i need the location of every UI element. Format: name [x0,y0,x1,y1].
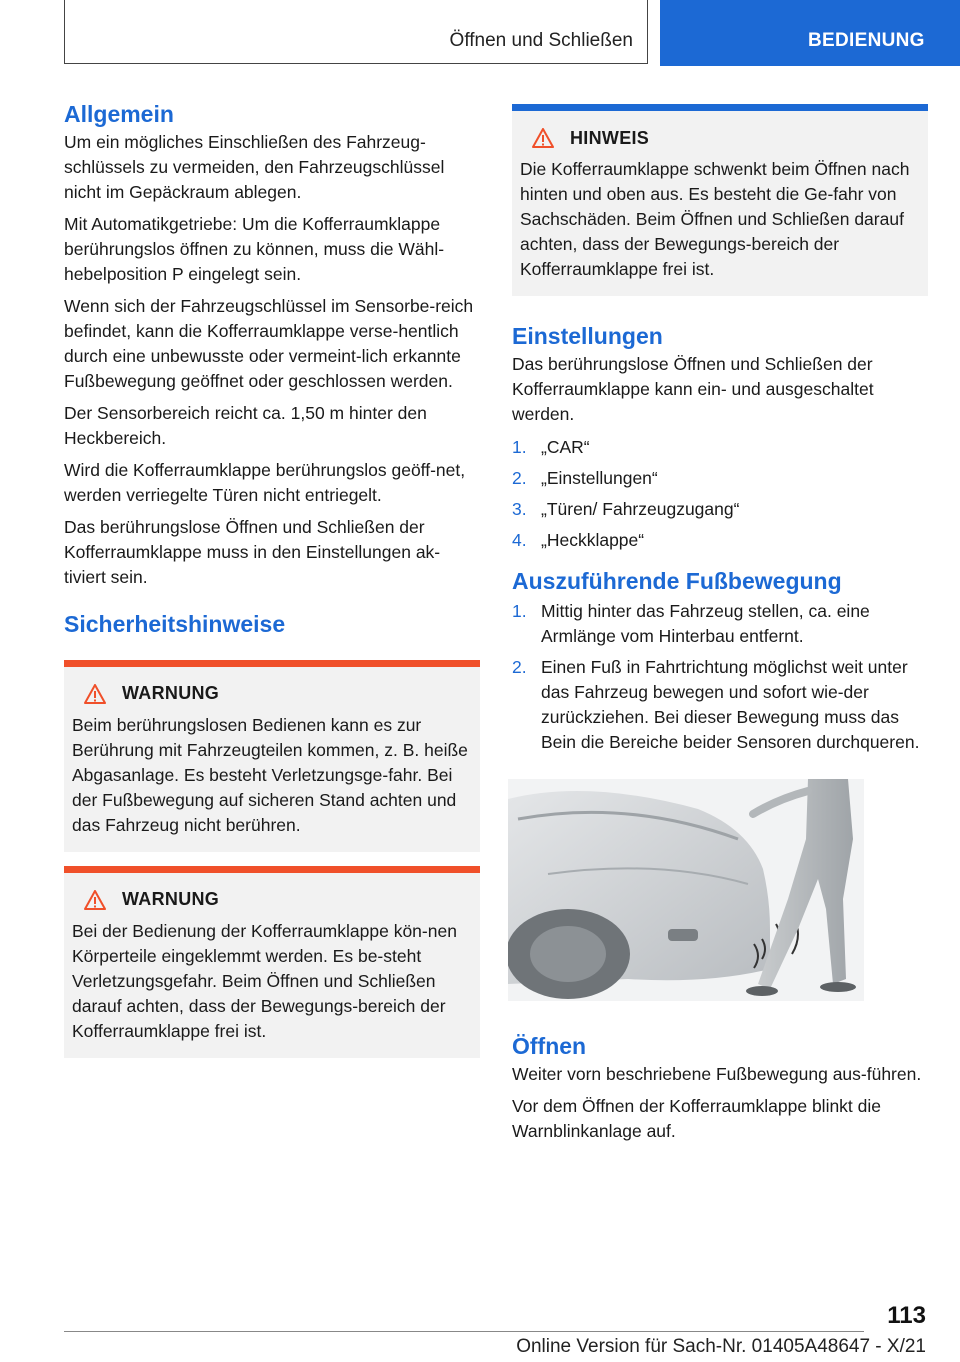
step-text: „CAR“ [541,436,590,457]
paragraph: Das berührungslose Öffnen und Schließen der Kofferraumklappe kann ein- und ausgeschaltet werden. [512,353,874,424]
footer-text: Online Version für Sach-Nr. 01405A48647 - X/21 [516,1336,926,1357]
paragraph: Um ein mögliches Einschließen des Fahrzeug-schlüssels zu vermeiden, den Fahrzeugschlüssel nicht im Gepäckraum ablegen. [64,131,445,202]
step-text: „Heckklappe“ [541,529,645,550]
paragraph: Der Sensorbereich reicht ca. 1,50 m hinter den Heckbereich. [64,402,427,448]
movement-steps [512,599,928,755]
warning-box [64,660,480,852]
warning-text: Beim berührungslosen Bedienen kann es zur Berührung mit Fahrzeugteilen kommen, z. B. heiße Abgasanlage. Es besteht Verletzungsge-fahr. Bei der Fußbewegung auf sicheren Stand achten und das Fahrzeug nicht berühren. [72,714,468,835]
list-item [512,435,928,460]
list-item [512,599,928,649]
step-number: 1. [512,600,527,621]
warning-box [64,866,480,1058]
section-tab-label: BEDIENUNG [808,30,925,51]
heading-settings: Einstellungen [512,323,663,349]
list-item [512,655,928,755]
warning-icon [84,890,106,910]
list-item [512,497,928,522]
heading-movement: Auszuführende Fußbewegung [512,567,842,594]
step-text: „Einstellungen“ [541,467,658,488]
section-tab [660,0,960,66]
warning-icon [84,684,106,704]
page-number: 113 [887,1302,926,1329]
hint-box [512,104,928,296]
warning-header [72,885,472,915]
heading-safety: Sicherheitshinweise [64,610,286,637]
step-number: 2. [512,467,527,488]
warning-text: Bei der Bedienung der Kofferraumklappe kön-nen Körperteile eingeklemmt werden. Es be-steht Verletzungsgefahr. Beim Öffnen und Schließen darauf achten, dass der Bewegungs-bereich der Kofferraumklappe frei ist. [72,920,457,1041]
paragraph: Weiter vorn beschriebene Fußbewegung aus-führen. [512,1063,922,1084]
foot-gesture-illustration [508,779,864,1001]
step-number: 4. [512,529,527,550]
paragraph: Mit Automatikgetriebe: Um die Kofferraumklappe berührungslos öffnen zu können, muss die Wähl-hebelposition P eingelegt sein. [64,213,445,284]
step-text: Einen Fuß in Fahrtrichtung möglichst weit unter das Fahrzeug bewegen und sofort wie-der zurückziehen. Bei dieser Bewegung muss das Bein die Bereiche beider Sensoren durchqueren. [541,656,920,752]
hint-header [520,123,920,153]
heading-open: Öffnen [512,1032,587,1059]
footer-divider [64,1331,864,1332]
step-number: 3. [512,498,527,519]
hint-text: Die Kofferraumklappe schwenkt beim Öffnen nach hinten und oben aus. Es besteht die Ge-fahr von Sachschäden. Beim Öffnen und Schließen darauf achten, dass der Bewegungs-bereich der Kofferraumklappe frei ist. [520,159,910,279]
hint-label: HINWEIS [570,127,650,148]
chapter-title: Öffnen und Schließen [449,30,633,51]
right-column [512,100,928,1151]
heading-allgemein: Allgemein [64,101,174,127]
settings-steps [512,435,928,553]
step-number: 2. [512,656,527,677]
page-header [0,0,960,66]
list-item [512,528,928,553]
paragraph: Wird die Kofferraumklappe berührungslos geöff-net, werden verriegelte Türen nicht entriegelt. [64,459,466,505]
paragraph: Wenn sich der Fahrzeugschlüssel im Sensorbe-reich befindet, kann die Kofferraumklappe verse-hentlich durch eine unbewusste oder vermeint-lich erkannte Fußbewegung geöffnet oder geschlossen werden. [64,295,474,391]
warning-header [72,679,472,709]
warning-label: WARNUNG [122,889,220,910]
list-item [512,466,928,491]
paragraph: Vor dem Öffnen der Kofferraumklappe blinkt die Warnblinkanlage auf. [512,1095,882,1141]
chapter-box [64,0,648,64]
step-text: Mittig hinter das Fahrzeug stellen, ca. eine Armlänge vom Hinterbau entfernt. [541,600,870,646]
warning-label: WARNUNG [122,683,220,704]
paragraph: Das berührungslose Öffnen und Schließen der Kofferraumklappe muss in den Einstellungen ak-tiviert sein. [64,516,441,587]
step-text: „Türen/ Fahrzeugzugang“ [541,498,740,519]
warning-icon [532,128,554,148]
step-number: 1. [512,436,527,457]
left-column [64,100,480,1058]
